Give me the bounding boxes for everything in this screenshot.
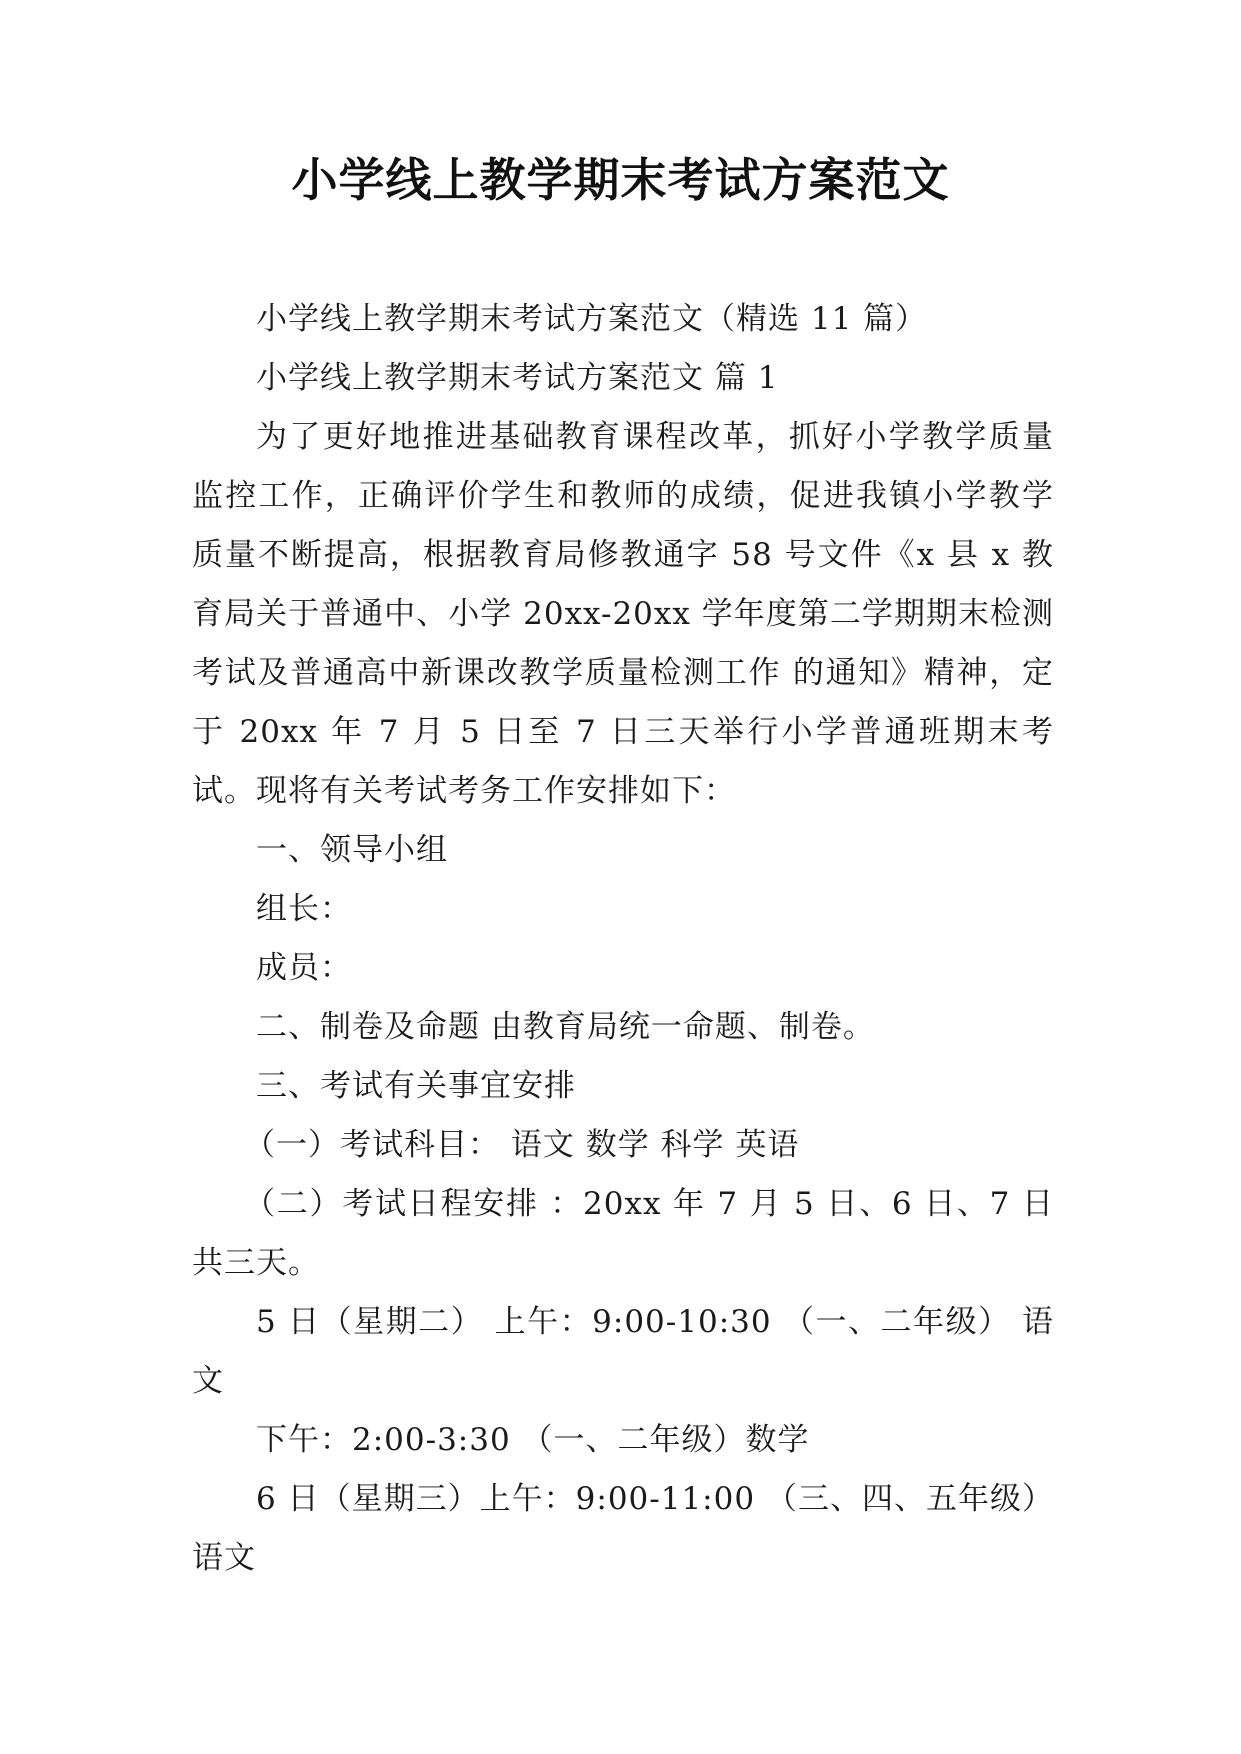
paragraph-schedule: （二）考试日程安排 ：20xx 年 7 月 5 日、6 日、7 日共三天。 (192, 1186, 1054, 1281)
paragraph-section-heading: 小学线上教学期末考试方案范文 篇 1 (256, 360, 779, 396)
paragraph-leadership-heading: 一、领导小组 (256, 832, 448, 868)
paragraph-members: 成员： (256, 950, 352, 986)
paragraph-group-leader: 组长： (256, 891, 352, 927)
paragraph-subjects: （一）考试科目： 语文 数学 科学 英语 (244, 1127, 800, 1163)
paragraph-exam-paper: 二、制卷及命题 由教育局统一命题、制卷。 (256, 1009, 875, 1045)
paragraph-subtitle: 小学线上教学期末考试方案范文（精选 11 篇） (256, 301, 928, 337)
paragraph-arrangements-heading: 三、考试有关事宜安排 (256, 1068, 576, 1104)
paragraph-day5-afternoon: 下午：2:00-3:30 （一、二年级）数学 (256, 1422, 810, 1458)
paragraph-day5-morning: 5 日（星期二） 上午：9:00-10:30 （一、二年级） 语文 (192, 1304, 1054, 1399)
document-title: 小学线上教学期末考试方案范文 (291, 153, 950, 207)
paragraph-day6-morning: 6 日（星期三）上午：9:00-11:00 （三、四、五年级）语文 (192, 1481, 1054, 1576)
document-body (192, 290, 1054, 1588)
paragraph-intro: 为了更好地推进基础教育课程改革，抓好小学教学质量监控工作，正确评价学生和教师的成绩，促进我镇小学教学质量不断提高，根据教育局修教通字 58 号文件《x 县 x 教育局关于普通中、小学 20xx-20xx 学年度第二学期期末检测考试及普通高中新课改教学质量检测工作 的通知》精神，定于 20xx 年 7 月 5 日至 7 日三天举行小学普通班期末考试。现将有关考试考务工作安排如下： (192, 419, 1054, 809)
